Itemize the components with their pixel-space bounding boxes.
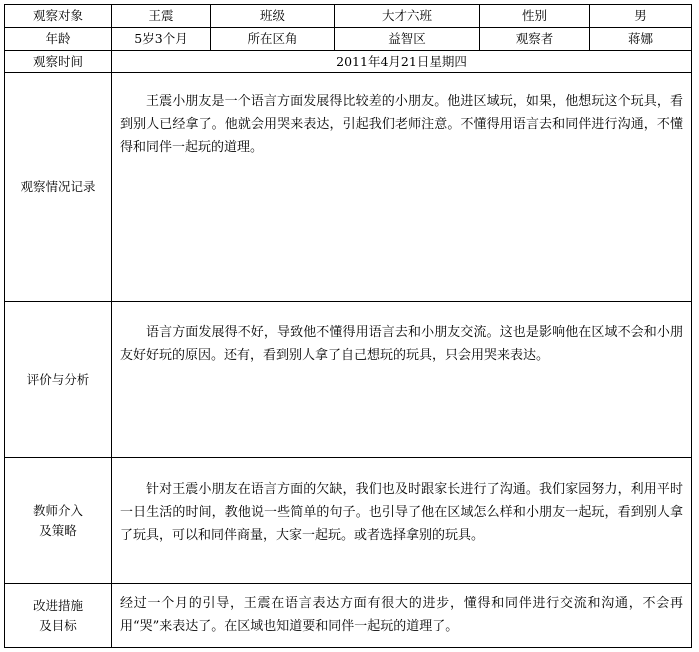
record-label: 观察情况记录 — [20, 179, 96, 194]
section-strategy — [4, 458, 692, 584]
info-row-1 — [4, 4, 692, 28]
age-value: 5岁3个月 — [111, 28, 210, 50]
strategy-label: 教师介入及策略 — [32, 502, 83, 538]
info-row-3 — [4, 51, 692, 73]
subject-label: 观察对象 — [32, 8, 83, 23]
info-row-2 — [4, 28, 692, 51]
analysis-label: 评价与分析 — [26, 371, 90, 387]
gender-label: 性别 — [479, 5, 589, 27]
subject-value: 王震 — [111, 5, 210, 27]
improvement-body — [111, 584, 691, 647]
time-label: 观察时间 — [32, 53, 83, 69]
improvement-label: 改进措施及目标 — [32, 597, 83, 633]
observation-record-table — [4, 4, 692, 648]
class-label: 班级 — [210, 5, 334, 27]
analysis-body — [111, 302, 691, 457]
time-value: 2011年4月21日星期四 — [111, 51, 691, 72]
section-analysis — [4, 302, 692, 458]
improvement-text: 经过一个月的引导，王震在语言表达方面有很大的进步，懂得和同伴进行交流和沟通，不会再用“哭”来表达了。在区域也知道要和同伴一起玩的道理了。 — [120, 596, 683, 634]
age-label: 年龄 — [45, 31, 71, 46]
gender-value: 男 — [589, 5, 691, 27]
area-label: 所在区角 — [210, 28, 334, 50]
strategy-text: 针对王震小朋友在语言方面的欠缺，我们也及时跟家长进行了沟通。我们家园努力，利用平时一日生活的时间，教他说一些简单的句子。也引导了他在区域怎么样和小朋友一起玩，看到别人拿了玩具，可以和同伴商量，大家一起玩。或者选择拿别的玩具。 — [120, 482, 683, 543]
record-body — [111, 73, 691, 301]
analysis-text: 语言方面发展得不好，导致他不懂得用语言去和小朋友交流。这也是影响他在区域不会和小朋友好好玩的原因。还有，看到别人拿了自己想玩的玩具，只会用哭来表达。 — [120, 325, 683, 363]
area-value: 益智区 — [334, 28, 479, 50]
strategy-body — [111, 458, 691, 583]
section-improvement — [4, 584, 692, 648]
section-record — [4, 73, 692, 302]
record-text: 王震小朋友是一个语言方面发展得比较差的小朋友。他进区域玩，如果，他想玩这个玩具，看到别人已经拿了。他就会用哭来表达，引起我们老师注意。不懂得用语言去和同伴进行沟通，不懂得和同伴一起玩的道理。 — [120, 94, 683, 155]
observer-value: 蒋娜 — [589, 28, 691, 50]
observer-label: 观察者 — [479, 28, 589, 50]
class-value: 大才六班 — [334, 5, 479, 27]
